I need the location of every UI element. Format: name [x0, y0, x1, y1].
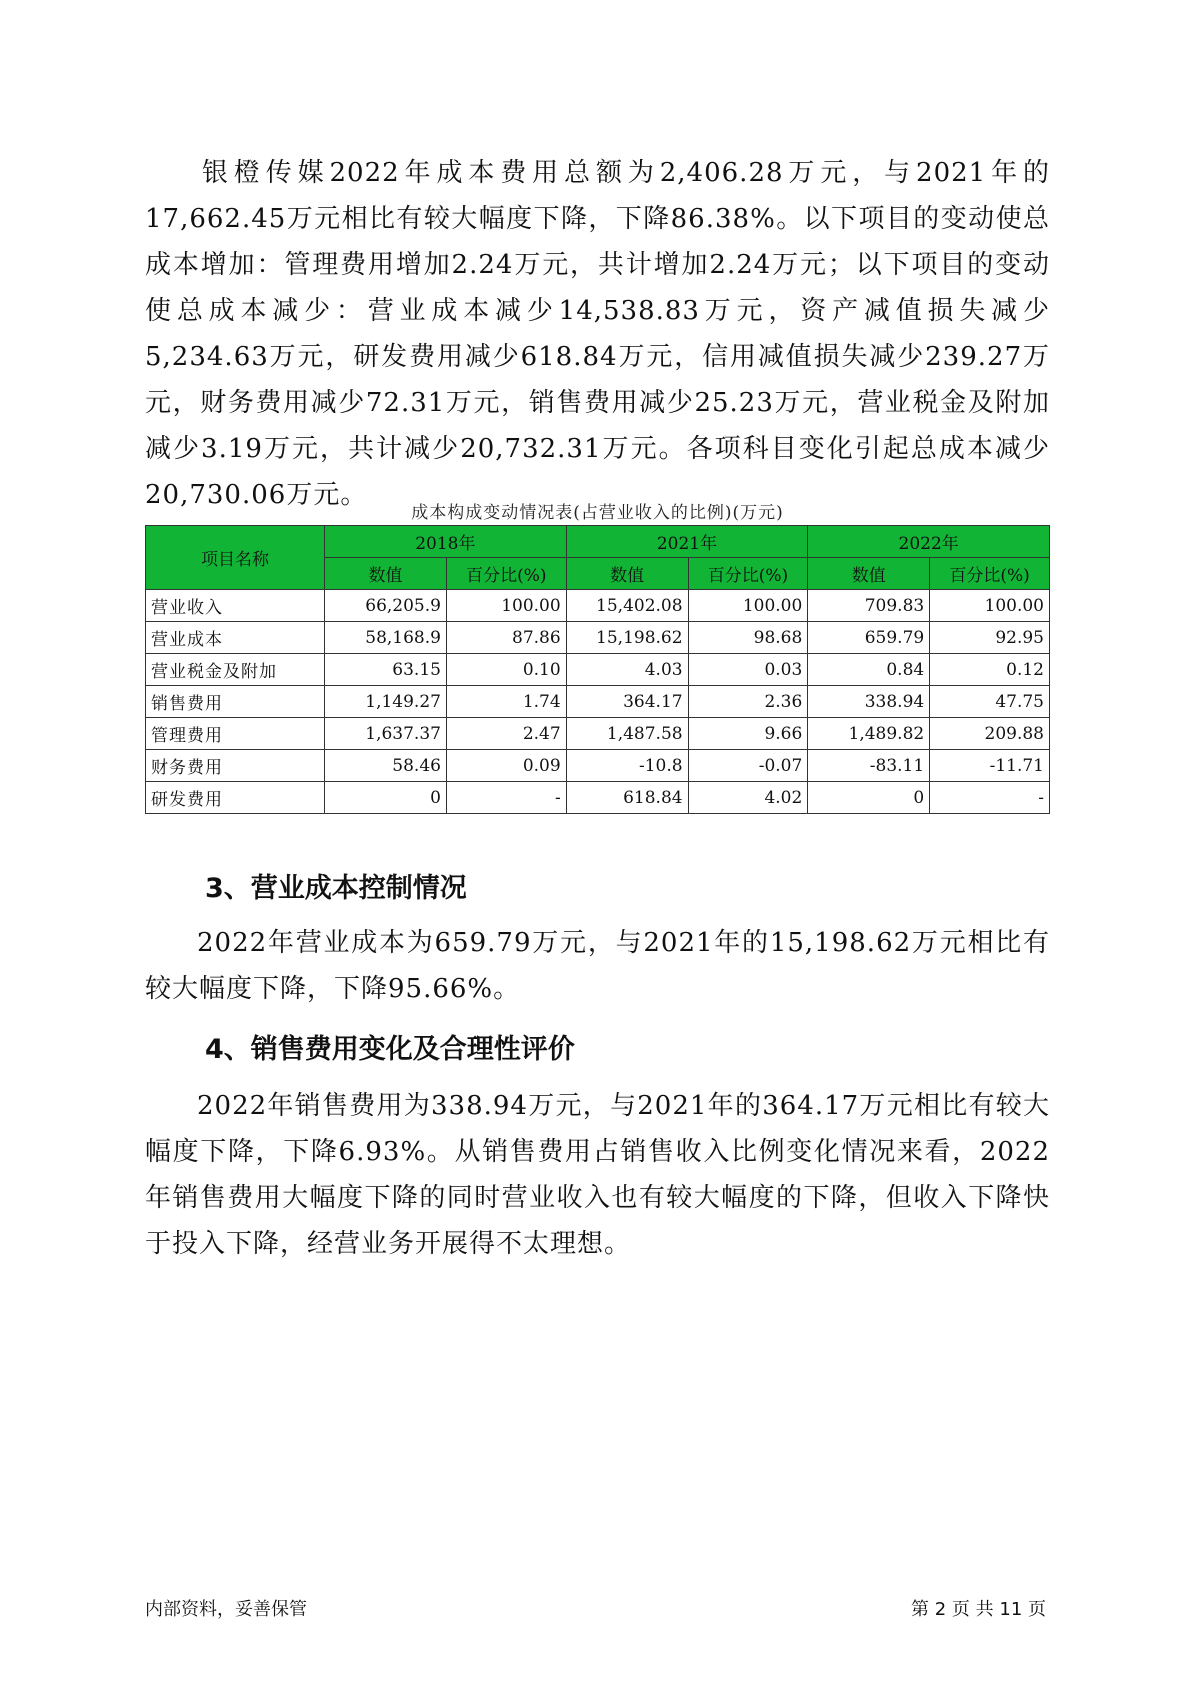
- row-item-name: 财务费用: [146, 750, 325, 782]
- cell-percent: 100.00: [446, 590, 566, 622]
- cell-value: 709.83: [808, 590, 930, 622]
- cell-percent: 47.75: [930, 686, 1050, 718]
- section-3-paragraph: [145, 920, 1050, 1012]
- cell-percent: -: [446, 782, 566, 814]
- table-caption: 成本构成变动情况表(占营业收入的比例)(万元): [411, 503, 784, 523]
- table-row: [146, 590, 1050, 622]
- row-item-name: 销售费用: [146, 686, 325, 718]
- cost-summary-text: 银橙传媒2022年成本费用总额为2,406.28万元，与2021年的17,662.45万元相比有较大幅度下降，下降86.38%。以下项目的变动使总成本增加：管理费用增加2.24万元，共计增加2.24万元；以下项目的变动使总成本减少：营业成本减少14,538.83万元，资产减值损失减少5,234.63万元，研发费用减少618.84万元，信用减值损失减少239.27万元，财务费用减少72.31万元，销售费用减少25.23万元，营业税金及附加减少3.19万元，共计减少20,732.31万元。各项科目变化引起总成本减少20,730.06万元。: [145, 158, 1050, 510]
- row-item-name: 研发费用: [146, 782, 325, 814]
- cell-value: 15,402.08: [566, 590, 688, 622]
- row-item-name: 营业收入: [146, 590, 325, 622]
- cell-value: 618.84: [566, 782, 688, 814]
- row-item-name: 管理费用: [146, 718, 325, 750]
- cost-summary-paragraph: [145, 150, 1050, 518]
- cell-value: 0: [325, 782, 447, 814]
- subheader-percent: 百分比(%): [930, 558, 1050, 590]
- cell-percent: 100.00: [688, 590, 808, 622]
- header-year-2018: 2018年: [325, 526, 567, 558]
- table-row: [146, 750, 1050, 782]
- cost-structure-table: [145, 525, 1050, 814]
- cell-value: -10.8: [566, 750, 688, 782]
- cell-value: 4.03: [566, 654, 688, 686]
- cell-percent: 0.09: [446, 750, 566, 782]
- subheader-value: 数值: [808, 558, 930, 590]
- header-item-name: 项目名称: [146, 526, 325, 590]
- cell-percent: 4.02: [688, 782, 808, 814]
- cell-percent: -: [930, 782, 1050, 814]
- section-4-text: 2022年销售费用为338.94万元，与2021年的364.17万元相比有较大幅度下降，下降6.93%。从销售费用占销售收入比例变化情况来看，2022年销售费用大幅度下降的同时营业收入也有较大幅度的下降，但收入下降快于投入下降，经营业务开展得不太理想。: [145, 1091, 1050, 1259]
- cell-value: 63.15: [325, 654, 447, 686]
- cell-value: 58.46: [325, 750, 447, 782]
- cell-value: 15,198.62: [566, 622, 688, 654]
- cell-value: 659.79: [808, 622, 930, 654]
- footer-confidential-note: 内部资料，妥善保管: [145, 1599, 307, 1620]
- table-header-row: [146, 526, 1050, 558]
- table-row: [146, 654, 1050, 686]
- cell-value: 1,489.82: [808, 718, 930, 750]
- cell-percent: 87.86: [446, 622, 566, 654]
- header-year-2022: 2022年: [808, 526, 1050, 558]
- cell-percent: 9.66: [688, 718, 808, 750]
- cell-value: 1,149.27: [325, 686, 447, 718]
- cell-value: 1,637.37: [325, 718, 447, 750]
- cell-percent: 92.95: [930, 622, 1050, 654]
- section-4-paragraph: [145, 1083, 1050, 1267]
- cell-value: 0.84: [808, 654, 930, 686]
- table-row: [146, 782, 1050, 814]
- cell-percent: 2.47: [446, 718, 566, 750]
- cell-percent: 0.12: [930, 654, 1050, 686]
- footer-page-number: 第 2 页 共 11 页: [911, 1599, 1046, 1620]
- cell-value: 66,205.9: [325, 590, 447, 622]
- cell-percent: 209.88: [930, 718, 1050, 750]
- subheader-value: 数值: [325, 558, 447, 590]
- section-3-heading: 3、营业成本控制情况: [205, 873, 467, 904]
- cell-percent: -11.71: [930, 750, 1050, 782]
- table-row: [146, 718, 1050, 750]
- section-3-text: 2022年营业成本为659.79万元，与2021年的15,198.62万元相比有较大幅度下降，下降95.66%。: [145, 928, 1050, 1004]
- table-row: [146, 622, 1050, 654]
- header-year-2021: 2021年: [566, 526, 808, 558]
- cell-value: 338.94: [808, 686, 930, 718]
- cell-percent: 2.36: [688, 686, 808, 718]
- table-row: [146, 686, 1050, 718]
- cell-value: 0: [808, 782, 930, 814]
- row-item-name: 营业税金及附加: [146, 654, 325, 686]
- section-4-heading: 4、销售费用变化及合理性评价: [205, 1034, 575, 1065]
- row-item-name: 营业成本: [146, 622, 325, 654]
- cell-value: -83.11: [808, 750, 930, 782]
- cell-percent: 100.00: [930, 590, 1050, 622]
- cell-percent: 98.68: [688, 622, 808, 654]
- subheader-percent: 百分比(%): [446, 558, 566, 590]
- subheader-percent: 百分比(%): [688, 558, 808, 590]
- cell-percent: -0.07: [688, 750, 808, 782]
- table-body: [146, 590, 1050, 814]
- cell-percent: 0.03: [688, 654, 808, 686]
- cell-percent: 1.74: [446, 686, 566, 718]
- cell-value: 364.17: [566, 686, 688, 718]
- cell-value: 1,487.58: [566, 718, 688, 750]
- cell-percent: 0.10: [446, 654, 566, 686]
- subheader-value: 数值: [566, 558, 688, 590]
- cell-value: 58,168.9: [325, 622, 447, 654]
